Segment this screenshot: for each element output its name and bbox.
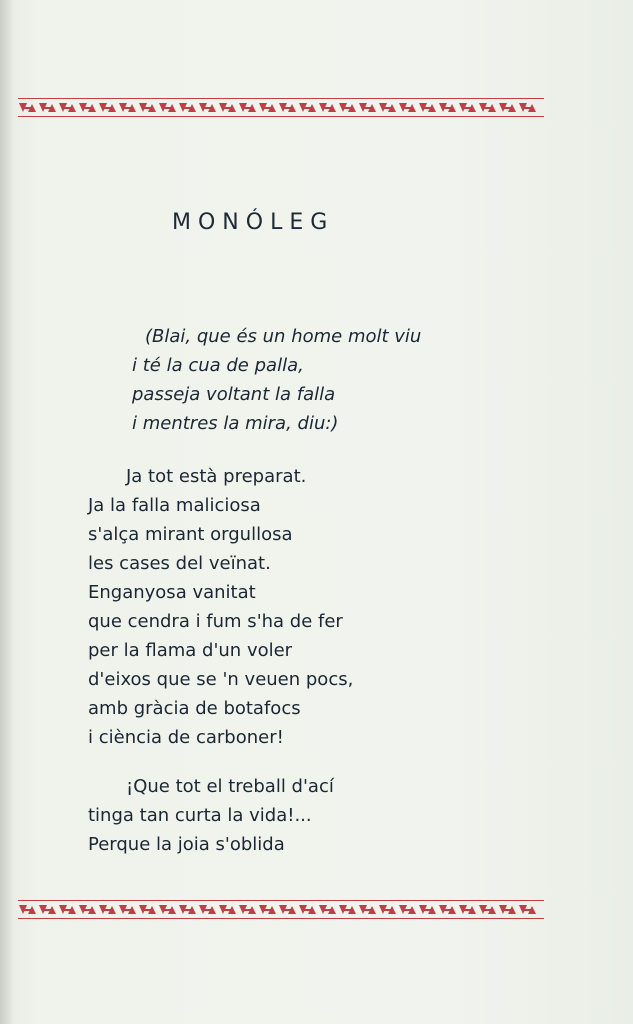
verse-line: Ja la falla maliciosa [88,495,261,516]
ornament-motif [99,103,116,112]
ornament-motif [519,905,536,914]
ornament-motif [19,103,36,112]
ornament-motif [219,103,236,112]
ornament-motif [359,905,376,914]
ornament-motif [219,905,236,914]
ornament-motif [479,103,496,112]
ornament-motif [459,103,476,112]
verse-line: amb gràcia de botafocs [88,698,301,719]
ornament-motif [379,103,396,112]
verse-line: Ja tot està preparat. [126,466,307,487]
ornament-motif [139,905,156,914]
ornament-motif [459,905,476,914]
verse-line: Perque la joia s'oblida [88,834,285,855]
ornament-motif [399,103,416,112]
ornament-motif [259,905,276,914]
ornament-motif [439,905,456,914]
bottom-ornament-border [18,900,544,920]
page-title: MONÓLEG [172,210,335,235]
stage-line: passeja voltant la falla [132,384,336,405]
verse-line: Enganyosa vanitat [88,582,256,603]
ornament-motif [239,905,256,914]
verse-line: per la flama d'un voler [88,640,293,661]
top-ornament-pattern [18,100,544,116]
ornament-motif [99,905,116,914]
ornament-motif [339,103,356,112]
top-ornament-border [18,98,544,118]
ornament-motif [59,905,76,914]
ornament-motif [119,905,136,914]
ornament-motif [239,103,256,112]
verse-line: d'eixos que se 'n veuen pocs, [88,669,354,690]
ornament-motif [399,905,416,914]
stage-direction [132,322,421,438]
ornament-motif [79,905,96,914]
verse-line: que cendra i fum s'ha de fer [88,611,343,632]
ornament-motif [319,905,336,914]
ornament-motif [299,103,316,112]
ornament-motif [359,103,376,112]
verse-line: ¡Que tot el treball d'ací [126,776,334,797]
ornament-motif [259,103,276,112]
verse-line: les cases del veïnat. [88,553,271,574]
ornament-motif [79,103,96,112]
ornament-motif [59,103,76,112]
ornament-motif [299,905,316,914]
stanza-1 [88,462,353,752]
ornament-motif [279,103,296,112]
ornament-motif [479,905,496,914]
ornament-motif [519,103,536,112]
ornament-motif [419,103,436,112]
verse-line: tinga tan curta la vida!... [88,805,312,826]
ornament-motif [379,905,396,914]
ornament-motif [39,103,56,112]
gutter-shadow [0,0,14,1024]
ornament-motif [19,905,36,914]
ornament-motif [39,905,56,914]
stage-line: (Blai, que és un home molt viu [145,326,422,347]
ornament-motif [199,103,216,112]
ornament-motif [179,103,196,112]
ornament-motif [159,103,176,112]
verse-line: i ciència de carboner! [88,727,284,748]
ornament-motif [499,905,516,914]
ornament-motif [279,905,296,914]
stanza-2 [88,772,334,859]
verse-line: s'alça mirant orgullosa [88,524,293,545]
ornament-motif [439,103,456,112]
bottom-ornament-pattern [18,902,544,918]
ornament-motif [159,905,176,914]
stage-line: i té la cua de palla, [132,355,304,376]
ornament-motif [199,905,216,914]
ornament-motif [119,103,136,112]
stage-line: i mentres la mira, diu:) [132,413,339,434]
ornament-motif [139,103,156,112]
ornament-motif [319,103,336,112]
ornament-motif [339,905,356,914]
ornament-motif [499,103,516,112]
ornament-motif [179,905,196,914]
ornament-motif [419,905,436,914]
